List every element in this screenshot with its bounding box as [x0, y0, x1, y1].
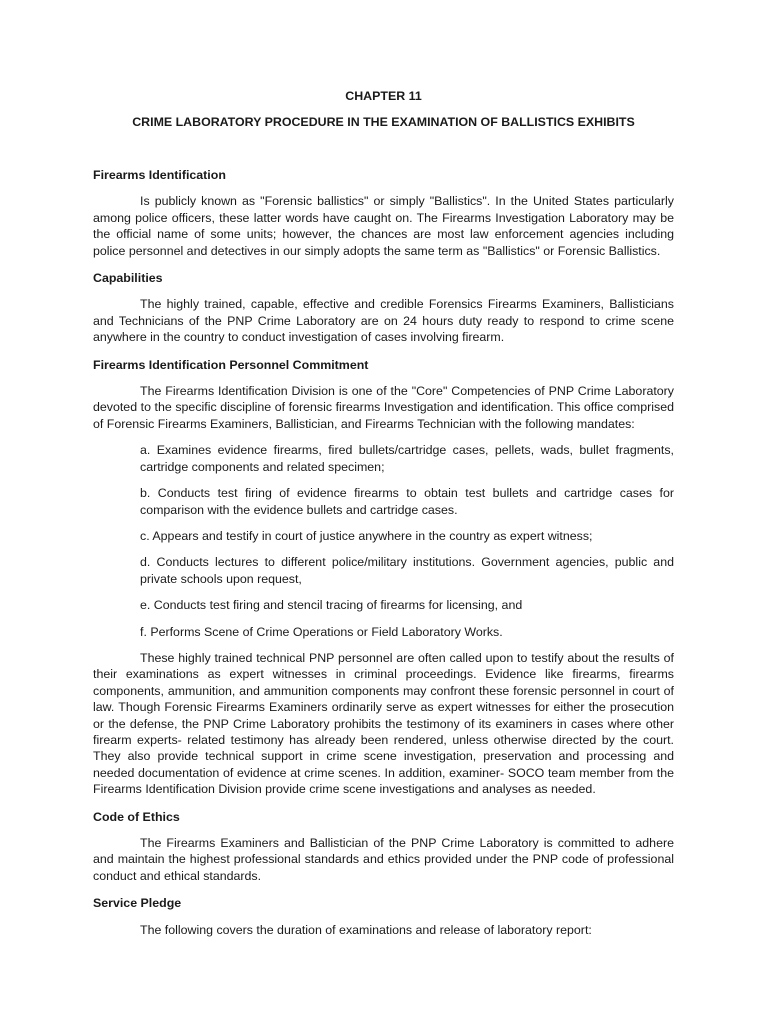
paragraph-firearms-identification: Is publicly known as "Forensic ballistics" or simply "Ballistics". In the United States particularly among police officers, these latter words have caught on. The Firearms Investigation Laboratory may be the official name of some units; however, the chances are most law enforcement agencies including police personnel and detectives in our simply adopts the same term as "Ballistics" or Forensic Ballistics. — [93, 194, 674, 258]
mandate-item-e: e. Conducts test firing and stencil tracing of firearms for licensing, and — [140, 598, 523, 613]
paragraph-personnel-commitment-closing: These highly trained technical PNP personnel are often called upon to testify about the results of their examinations as expert witnesses in criminal proceedings. Evidence like firearms, firearms components, ammunition, and ammunition components may confront these forensic personnel in court of law. Though Forensic Firearms Examiners ordinarily serve as expert witnesses for either the prosecution or the defense, the PNP Crime Laboratory prohibits the testimony of its examiners in cases where other firearm experts- related testimony has already been rendered, unless otherwise directed by the court. They also provide technical support in crime scene investigation, preservation and processing and needed documentation of evidence at crime scenes. In addition, examiner- SOCO team member from the Firearms Identification Division provide crime scene investigations and analyses as needed. — [93, 650, 674, 797]
mandate-item-f: f. Performs Scene of Crime Operations or Field Laboratory Works. — [140, 624, 503, 639]
mandate-item-d: d. Conducts lectures to different police/military institutions. Government agencies, public and private schools upon request, — [140, 555, 674, 586]
heading-firearms-identification: Firearms Identification — [93, 168, 226, 182]
mandate-item-b: b. Conducts test firing of evidence firearms to obtain test bullets and cartridge cases for comparison with the evidence bullets and cartridge cases. — [140, 486, 674, 517]
heading-service-pledge: Service Pledge — [93, 896, 182, 911]
document-page — [93, 84, 674, 938]
mandate-item-a: a. Examines evidence firearms, fired bullets/cartridge cases, pellets, wads, bullet fragments, cartridge components and related specimen; — [140, 443, 674, 474]
heading-capabilities: Capabilities — [93, 271, 163, 286]
paragraph-code-of-ethics: The Firearms Examiners and Ballistician of the PNP Crime Laboratory is committed to adhere and maintain the highest professional standards and ethics provided under the PNP code of professional conduct and ethical standards. — [93, 836, 674, 883]
chapter-number: CHAPTER 11 — [345, 89, 422, 103]
paragraph-capabilities: The highly trained, capable, effective and credible Forensics Firearms Examiners, Ballisticians and Technicians of the PNP Crime Laboratory are on 24 hours duty ready to respond to crime scene anywhere in the country to conduct investigation of cases involving firearm. — [93, 297, 674, 345]
heading-personnel-commitment: Firearms Identification Personnel Commitment — [93, 357, 369, 372]
paragraph-personnel-commitment-intro: The Firearms Identification Division is one of the "Core" Competencies of PNP Crime Laboratory devoted to the specific discipline of forensic firearms Investigation and identification. This office comprised of Forensic Firearms Examiners, Ballistician, and Firearms Technician with the following mandates: — [93, 384, 674, 431]
chapter-title: CRIME LABORATORY PROCEDURE IN THE EXAMINATION OF BALLISTICS EXHIBITS — [132, 115, 635, 129]
mandate-item-c: c. Appears and testify in court of justice anywhere in the country as expert witness; — [140, 528, 593, 543]
paragraph-service-pledge: The following covers the duration of examinations and release of laboratory report: — [140, 922, 592, 937]
heading-code-of-ethics: Code of Ethics — [93, 809, 180, 824]
